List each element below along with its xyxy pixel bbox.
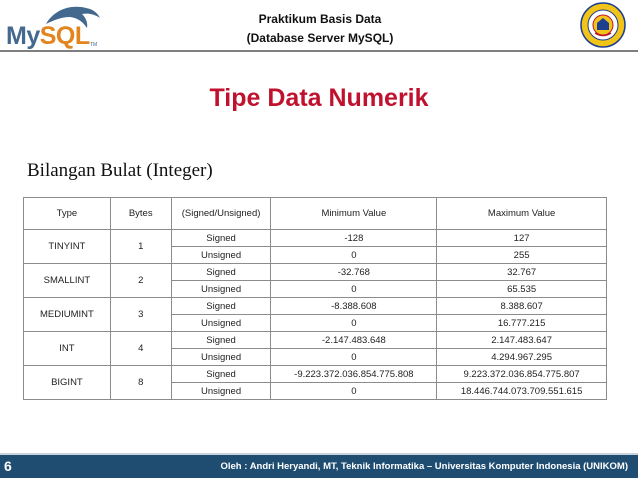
footer-credit: Oleh : Andri Heryandi, MT, Teknik Informatika – Universitas Komputer Indonesia (UNIKOM) (220, 461, 628, 472)
bytes-cell: 8 (110, 366, 171, 400)
signedness-cell: Unsigned (171, 281, 271, 298)
max-value-cell: 32.767 (437, 264, 607, 281)
max-value-cell: 127 (437, 230, 607, 247)
section-subtitle: Bilangan Bulat (Integer) (27, 160, 213, 181)
bytes-cell: 2 (110, 264, 171, 298)
table-row (24, 366, 607, 383)
numeric-types-table (23, 197, 607, 400)
min-value-cell: 0 (271, 383, 437, 400)
slide-header (0, 0, 638, 54)
signedness-cell: Signed (171, 230, 271, 247)
page-number: 6 (4, 458, 12, 474)
slide-footer (0, 455, 638, 478)
min-value-cell: -2.147.483.648 (271, 332, 437, 349)
signedness-cell: Signed (171, 264, 271, 281)
header-signedness: (Signed/Unsigned) (171, 198, 271, 230)
table-header-row (24, 198, 607, 230)
unikom-seal-icon (580, 2, 626, 48)
course-title: Praktikum Basis Data (258, 12, 382, 26)
signedness-cell: Signed (171, 332, 271, 349)
bytes-cell: 3 (110, 298, 171, 332)
header-divider (0, 50, 638, 52)
slide-title: Tipe Data Numerik (209, 84, 429, 112)
header-maximum-value: Maximum Value (437, 198, 607, 230)
type-cell: BIGINT (24, 366, 111, 400)
min-value-cell: -128 (271, 230, 437, 247)
type-cell: MEDIUMINT (24, 298, 111, 332)
min-value-cell: 0 (271, 247, 437, 264)
table-row (24, 332, 607, 349)
max-value-cell: 8.388.607 (437, 298, 607, 315)
signedness-cell: Unsigned (171, 315, 271, 332)
course-subtitle: (Database Server MySQL) (246, 31, 394, 45)
type-cell: TINYINT (24, 230, 111, 264)
max-value-cell: 4.294.967.295 (437, 349, 607, 366)
max-value-cell: 65.535 (437, 281, 607, 298)
header-minimum-value: Minimum Value (271, 198, 437, 230)
bytes-cell: 4 (110, 332, 171, 366)
table-row (24, 298, 607, 315)
header-bytes: Bytes (110, 198, 171, 230)
signedness-cell: Signed (171, 366, 271, 383)
mysql-logo (6, 2, 106, 50)
min-value-cell: 0 (271, 281, 437, 298)
type-cell: SMALLINT (24, 264, 111, 298)
signedness-cell: Unsigned (171, 383, 271, 400)
min-value-cell: -32.768 (271, 264, 437, 281)
signedness-cell: Signed (171, 298, 271, 315)
min-value-cell: -9.223.372.036.854.775.808 (271, 366, 437, 383)
min-value-cell: 0 (271, 315, 437, 332)
signedness-cell: Unsigned (171, 349, 271, 366)
table-row (24, 264, 607, 281)
min-value-cell: -8.388.608 (271, 298, 437, 315)
table-row (24, 230, 607, 247)
signedness-cell: Unsigned (171, 247, 271, 264)
max-value-cell: 16.777.215 (437, 315, 607, 332)
type-cell: INT (24, 332, 111, 366)
trademark-mark: TM (90, 42, 98, 48)
max-value-cell: 2.147.483.647 (437, 332, 607, 349)
max-value-cell: 255 (437, 247, 607, 264)
min-value-cell: 0 (271, 349, 437, 366)
max-value-cell: 9.223.372.036.854.775.807 (437, 366, 607, 383)
max-value-cell: 18.446.744.073.709.551.615 (437, 383, 607, 400)
header-type: Type (24, 198, 111, 230)
mysql-wordmark: MySQL (6, 22, 90, 50)
bytes-cell: 1 (110, 230, 171, 264)
